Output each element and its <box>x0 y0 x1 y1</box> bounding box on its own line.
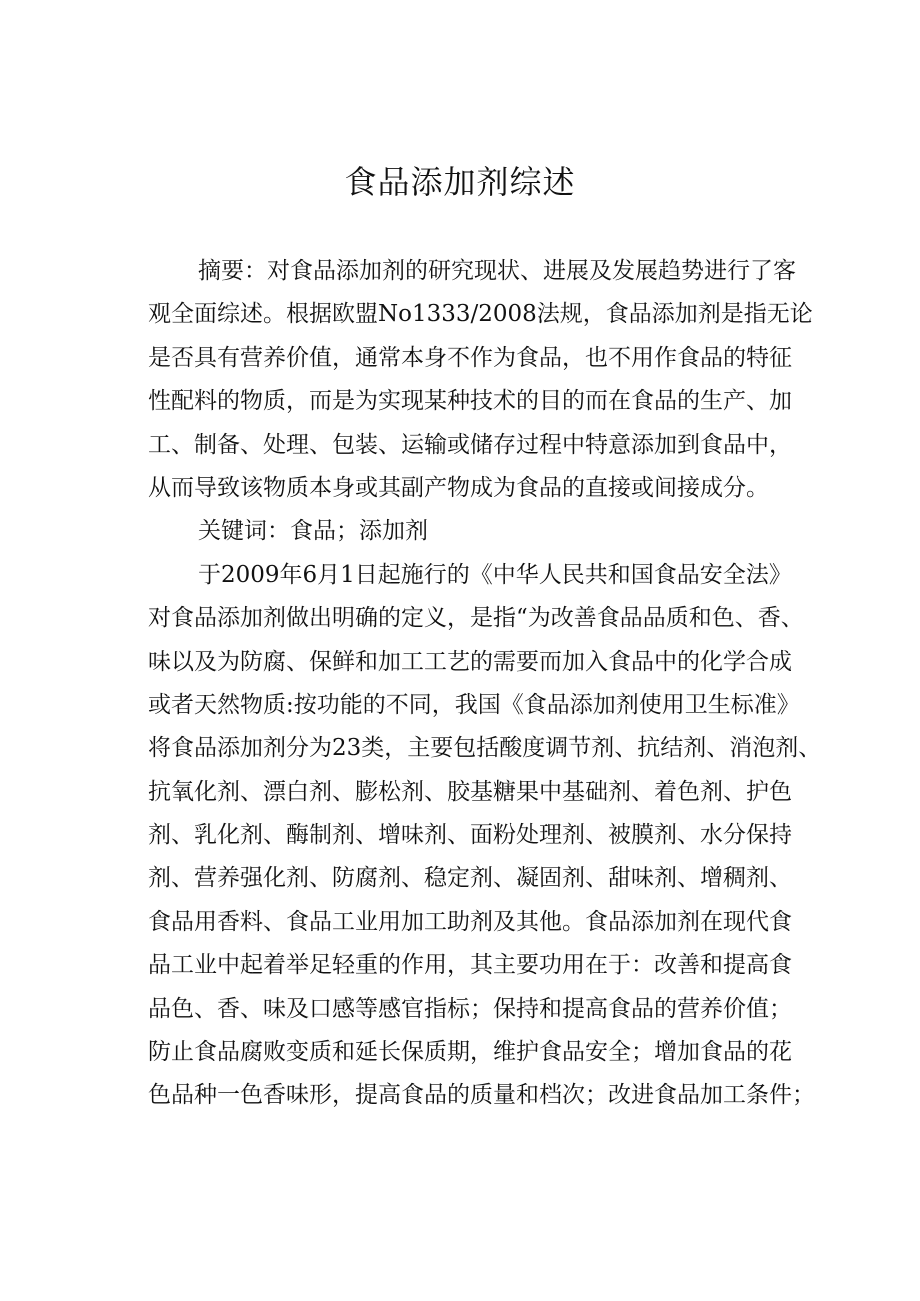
paragraph-line: 味以及为防腐、保鲜和加工工艺的需要而加入食品中的化学合成 <box>148 648 792 675</box>
keywords-line: 关键词：食品；添加剂 <box>198 518 428 545</box>
document-body <box>148 250 822 1118</box>
paragraph-line: 于2009年6月1日起施行的《中华人民共和国食品安全法》 <box>198 561 792 588</box>
abstract-line: 摘要：对食品添加剂的研究现状、进展及发展趋势进行了客 <box>198 258 796 284</box>
abstract-line: 是否具有营养价值，通常本身不作为食品，也不用作食品的特征 <box>148 344 792 371</box>
paragraph-line: 色品种一色香味形，提高食品的质量和档次；改进食品加工条件； <box>148 1082 815 1109</box>
document-title: 食品添加剂综述 <box>344 163 576 201</box>
paragraph-line: 对食品添加剂做出明确的定义，是指“为改善食品品质和色、香、 <box>148 605 804 632</box>
abstract-line: 观全面综述。根据欧盟No1333/2008法规，食品添加剂是指无论 <box>148 301 813 328</box>
paragraph-line: 剂、乳化剂、酶制剂、增味剂、面粉处理剂、被膜剂、水分保持 <box>148 822 792 849</box>
paragraph-line: 抗氧化剂、漂白剂、膨松剂、胶基糖果中基础剂、着色剂、护色 <box>148 778 792 805</box>
abstract-line: 工、制备、处理、包装、运输或储存过程中特意添加到食品中， <box>148 431 792 458</box>
paragraph-line: 防止食品腐败变质和延长保质期，维护食品安全；增加食品的花 <box>148 1039 792 1066</box>
paragraph-line: 食品用香料、食品工业用加工助剂及其他。食品添加剂在现代食 <box>148 908 792 935</box>
abstract-line: 性配料的物质，而是为实现某种技术的目的而在食品的生产、加 <box>148 388 792 415</box>
paragraph-line: 剂、营养强化剂、防腐剂、稳定剂、凝固剂、甜味剂、增稠剂、 <box>148 865 792 892</box>
paragraph-line: 品工业中起着举足轻重的作用，其主要功用在于：改善和提高食 <box>148 952 792 979</box>
paragraph-line: 或者天然物质:按功能的不同，我国《食品添加剂使用卫生标准》 <box>148 691 800 718</box>
paragraph-line: 品色、香、味及口感等感官指标；保持和提高食品的营养价值； <box>148 995 792 1022</box>
abstract-line: 从而导致该物质本身或其副产物成为食品的直接或间接成分。 <box>148 474 769 501</box>
paragraph-line: 将食品添加剂分为23类，主要包括酸度调节剂、抗结剂、消泡剂、 <box>148 735 822 762</box>
